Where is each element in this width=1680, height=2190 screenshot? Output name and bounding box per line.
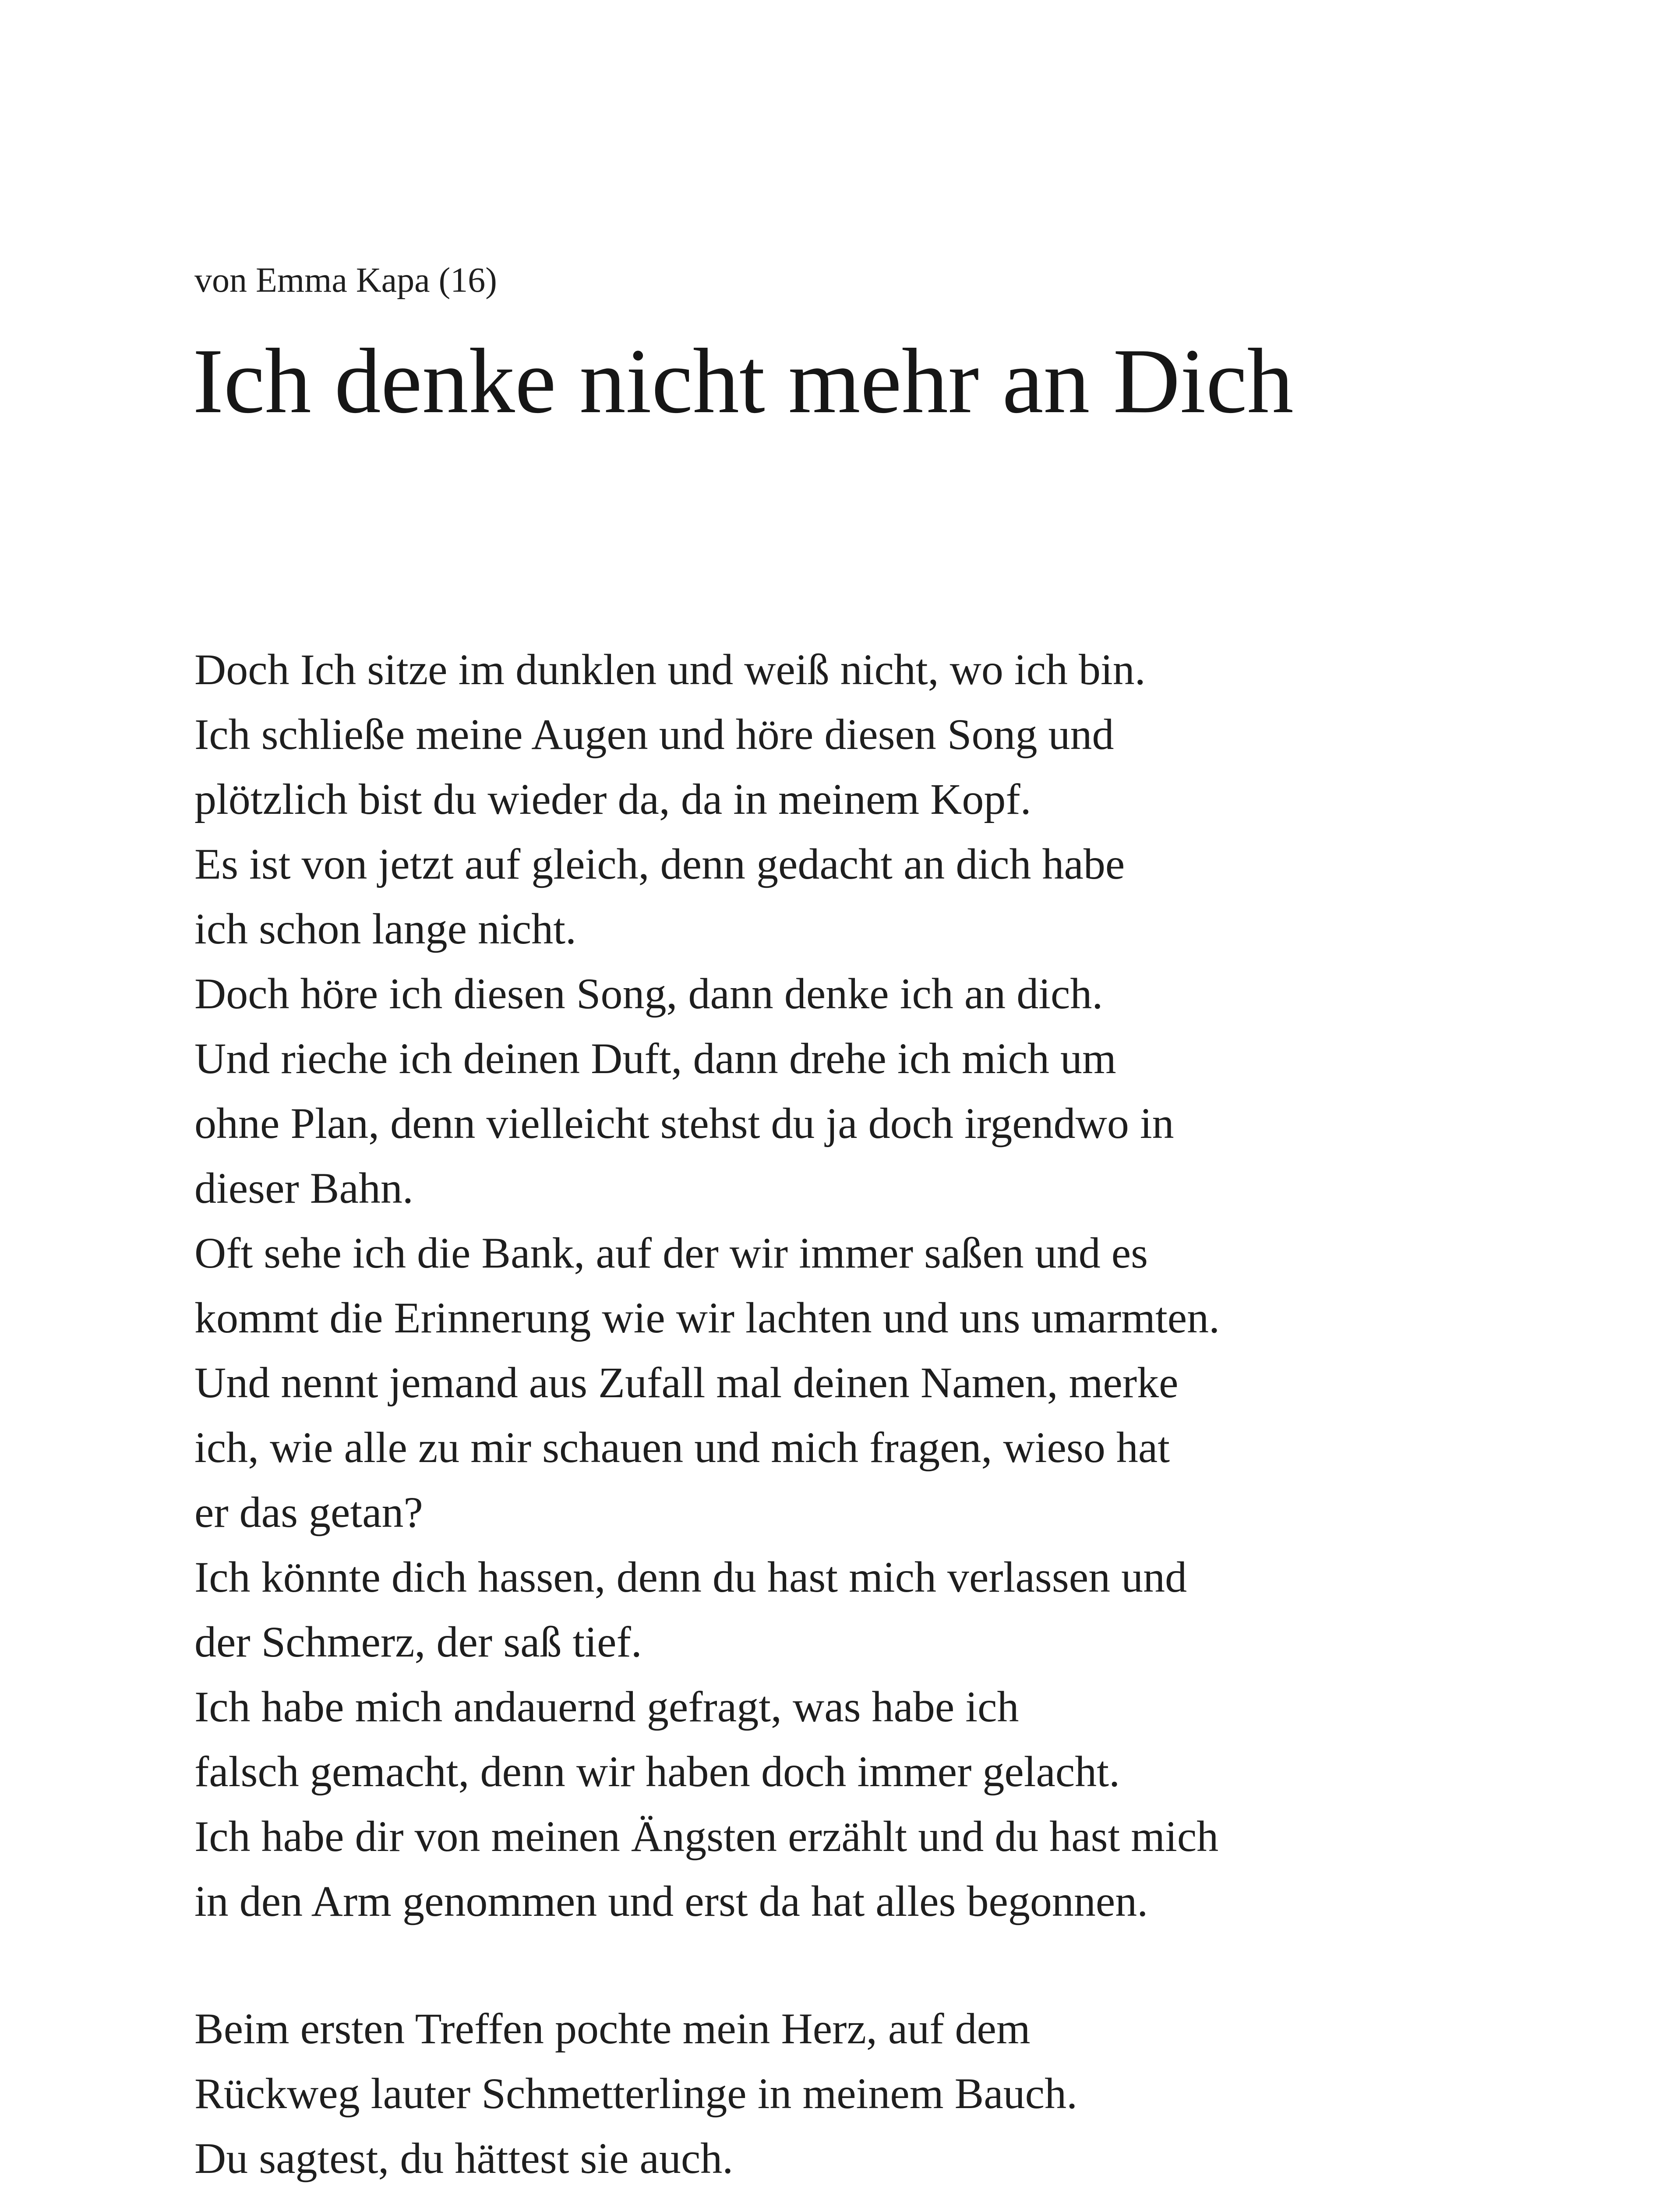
poem-line: Ich habe mich andauernd gefragt, was habe ich: [194, 1682, 1019, 1731]
poem-line: Ich könnte dich hassen, denn du hast mich verlassen und: [194, 1553, 1187, 1601]
poem-line: dieser Bahn.: [194, 1164, 413, 1212]
poem-line: Rückweg lauter Schmetterlinge in meinem Bauch.: [194, 2069, 1078, 2118]
poem-line: Und rieche ich deinen Duft, dann drehe ich mich um: [194, 1034, 1116, 1083]
poem-line: Beim ersten Treffen pochte mein Herz, auf dem: [194, 2004, 1031, 2053]
stanza-1: [194, 637, 1220, 1934]
poem-line: in den Arm genommen und erst da hat alles begonnen.: [194, 1877, 1148, 1925]
poem-line: Doch höre ich diesen Song, dann denke ich an dich.: [194, 969, 1103, 1018]
poem-line: Du sagtest, du hättest sie auch.: [194, 2134, 734, 2183]
poem-line: ohne Plan, denn vielleicht stehst du ja doch irgendwo in: [194, 1099, 1174, 1148]
poem-line: kommt die Erinnerung wie wir lachten und uns umarmten.: [194, 1293, 1220, 1342]
poem-line: Ich habe dir von meinen Ängsten erzählt und du hast mich: [194, 1812, 1219, 1861]
poem-line: er das getan?: [194, 1488, 423, 1537]
poem-line: Und nennt jemand aus Zufall mal deinen Namen, merke: [194, 1358, 1179, 1407]
author-byline: von Emma Kapa (16): [194, 261, 497, 300]
poem-line: Es ist von jetzt auf gleich, denn gedacht an dich habe: [194, 840, 1125, 888]
poem-line: Oft sehe ich die Bank, auf der wir immer saßen und es: [194, 1229, 1148, 1277]
stanza-2: [194, 1996, 1077, 2190]
poem-line: ich schon lange nicht.: [194, 904, 576, 953]
poem-title: Ich denke nicht mehr an Dich: [193, 329, 1294, 432]
poem-line: Ich schließe meine Augen und höre diesen Song und: [194, 710, 1114, 759]
poem-line: der Schmerz, der saß tief.: [194, 1618, 642, 1666]
poem-line: falsch gemacht, denn wir haben doch immer gelacht.: [194, 1747, 1120, 1796]
poem-line: Doch Ich sitze im dunklen und weiß nicht, wo ich bin.: [194, 645, 1146, 694]
poem-line: ich, wie alle zu mir schauen und mich fragen, wieso hat: [194, 1423, 1170, 1472]
poem-line: plötzlich bist du wieder da, da in meinem Kopf.: [194, 775, 1031, 823]
